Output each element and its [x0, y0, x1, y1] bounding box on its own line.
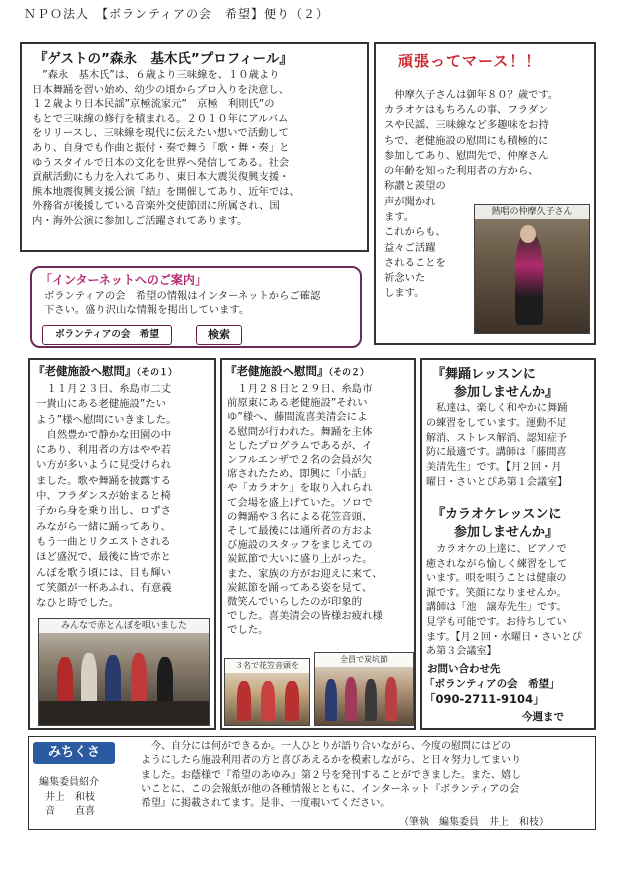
visit2-body: １月２８日と２９日、糸島市 前原東にある老健施設”それい ゆ”様へ、藤間流喜美清会によ る慰問が行われた。舞踊を主体 としたプログラムであるが、イ ンフルエンザで２名の会員が欠 席されたため、即興に「小話」 や「カラオケ」を取り入れられ て会場を盛上げていた。ソロで の舞踊や３名による花笠音頭、 そして最後には通所者の方およ び施設のスタッフをまじえての 炭鉱節で大いに盛り上がった。 また、家族の方がお迎えに来て、 炭鉱節を踊ってある姿を見て、 微笑んでいらしたのが印象的 でした。喜美清会の皆様お疲れ様 でした。 [227, 383, 383, 637]
visit1-box [28, 358, 216, 730]
dancer-figure [237, 681, 251, 721]
dance-body: 私達は、楽しく和やかに舞踊 の練習をしています。運動不足 解消、ストレス解消、認知症予 防に最適です。講師は「藤間喜 美清先生」です。【月２回・月 曜日・さいとぴあ第１会議室】 [426, 403, 568, 488]
karaoke-title-line1: 『カラオケレッスンに [432, 507, 562, 522]
dancer-figure [345, 677, 357, 721]
photo-caption: 全員で炭坑節 [315, 653, 413, 667]
photo-caption: みんなで赤とんぼを唄いました [39, 619, 209, 633]
dancer-figure [261, 681, 275, 721]
editor-name-2: 音 直喜 [45, 806, 95, 817]
performer-figure [57, 657, 73, 707]
tankobushi-photo [314, 652, 414, 726]
audience-row [39, 701, 209, 725]
search-query-box[interactable]: ボランティアの会 希望 [42, 325, 172, 345]
dance-title-line1: 『舞踊レッスンに [432, 367, 536, 382]
karaoke-title-line2: 参加しませんか』 [454, 525, 559, 540]
contact-label: お問い合わせ先 [427, 663, 501, 675]
visit2-title [225, 363, 369, 379]
performer-figure [105, 655, 121, 707]
photo-caption: ３名で花笠音頭を [225, 659, 309, 673]
akatonbo-photo [38, 618, 210, 726]
visit1-title-suffix: （その１） [136, 368, 178, 378]
internet-info-box [30, 266, 362, 348]
visit1-body: １１月２３日、糸島市二丈 一貴山にある老健施設”たい よう”様へ慰問にいきました。 自然豊かで静かな田園の中 にあり、利用者の方はやや若 い方が多いように見受けられ ました。歌や舞踊を披露する 中、フラダンスが始まると椅 子から身を乗り出し、ロずさ みながら一緒に踊ってあり、 もう一曲とリクエストされる ほど盛況で、最後に皆で赤と んぼを歌う頃には、目も輝い て笑顔が一杯あふれ、有意義 なひと時でした。 [36, 383, 177, 610]
michikusa-title: みちくさ [33, 742, 115, 764]
editors-label: 編集委員紹介 [39, 777, 99, 788]
michikusa-signature: （筆執 編集委員 井上 和枝） [399, 817, 549, 828]
dance-title-line2: 参加しませんか』 [454, 385, 559, 400]
contact-org: 「ボランティアの会 希望」 [424, 678, 560, 690]
dancer-figure [365, 679, 377, 721]
visit1-title-text: 『老健施設へ慰問』 [33, 364, 137, 378]
nakama-singing-photo [474, 204, 590, 334]
search-button[interactable]: 検索 [196, 325, 242, 345]
visit2-box [220, 358, 416, 730]
ganbatte-body-side: 声が聞かれ ます。 これからも、 益々ご活躍 されることを 祈念いた します。 [384, 196, 446, 300]
lessons-box [420, 358, 596, 730]
dancer-figure [325, 679, 337, 721]
performer-figure [81, 653, 97, 707]
guest-profile-box [20, 42, 369, 252]
visit1-title [33, 363, 177, 379]
singer-figure [515, 233, 543, 325]
guest-profile-body: ”森永 基木氏”は、６歳より三味線を、１０歳より 日本舞踊を習い始め、幼少の頃からプロ入りを決意し、 １２歳より日本民謡”京極流家元” 京極 利則氏”の もとで三味線の修行を積まれる。２０１０年にアルバム をリリースし、三味線を現代に伝えたい想いで活動して あり、自身でも作曲と振付・奏で舞う「歌・舞・奏」と ゆうスタイルで日本の文化を世界へ発信してある。社会 貢献活動にも力を入れてあり、東日本大震災復興支援・ 熊本地震復興支援公演『結』を開催してあり、近年では、 外務省が後援している音楽外交使節団に所属され、国 内・海外公演に参加しご活躍されてあります。 [32, 69, 300, 227]
photo-caption: 熱唱の仲摩久子さん [475, 205, 589, 219]
hanagasa-photo [224, 658, 310, 726]
contact-until: 今週まで [522, 711, 564, 723]
singer-head [520, 225, 536, 243]
ganbatte-box [374, 42, 596, 345]
internet-title: 「インターネットへのご案内」 [40, 273, 207, 287]
michikusa-body: 今、自分には何ができるか。一人ひとりが語り合いながら、今度の慰問にはどの ようにしたら施設利用者の方と喜びあえるかを模索しながら、と日々努力してまいり ました。お蔭様で『希望のあゆみ』第２号を発刊することができました。また、嬉し いことに、この会報紙が他の各種情報とともに、インターネット『ボランティアの会 希望』に掲載されてます。是非、一度覗いてください。 [141, 741, 521, 810]
internet-body: ボランティアの会 希望の情報はインターネットからご確認 下さい。盛り沢山な情報を掲出しています。 [44, 290, 321, 316]
editor-name-1: 井上 和枝 [45, 792, 95, 803]
performer-figure [157, 657, 173, 707]
contact-phone: 「090-2711-9104」 [424, 692, 545, 706]
dancer-figure [285, 681, 299, 721]
visit2-title-suffix: （その２） [328, 368, 370, 378]
dancer-figure [385, 677, 397, 721]
michikusa-box [28, 736, 596, 830]
performer-figure [131, 653, 147, 707]
ganbatte-title: 頑張ってマース！！ [398, 52, 542, 70]
newsletter-header: ＮＰＯ法人 【ボランティアの会 希望】便り（２） [24, 7, 330, 21]
guest-profile-title: 『ゲストの”森永 基木氏”プロフィール』 [34, 51, 293, 67]
karaoke-body: カラオケの上達に、ピアノで 癒されながら愉しく練習をして います。唄を唄うことは健康の 源です。笑顔になりませんか。 講師は「池 譲寿先生」です。 見学も可能です。お待ちしてい ます。【月２回・水曜日・さいとぴ あ第３会議室】 [426, 544, 582, 658]
visit2-title-text: 『老健施設へ慰問』 [225, 364, 329, 378]
ganbatte-body-top: 仲摩久子さんは御年８０？歳です。 カラオケはもちろんの事、フラダン スや民謡、三味線など多趣味をお持 ちで、老健施設の慰問にも積極的に 参加してあり、慰問先で、仲摩さん の年齢を知った利用者の方から、 称讃と羨望の [384, 89, 559, 193]
